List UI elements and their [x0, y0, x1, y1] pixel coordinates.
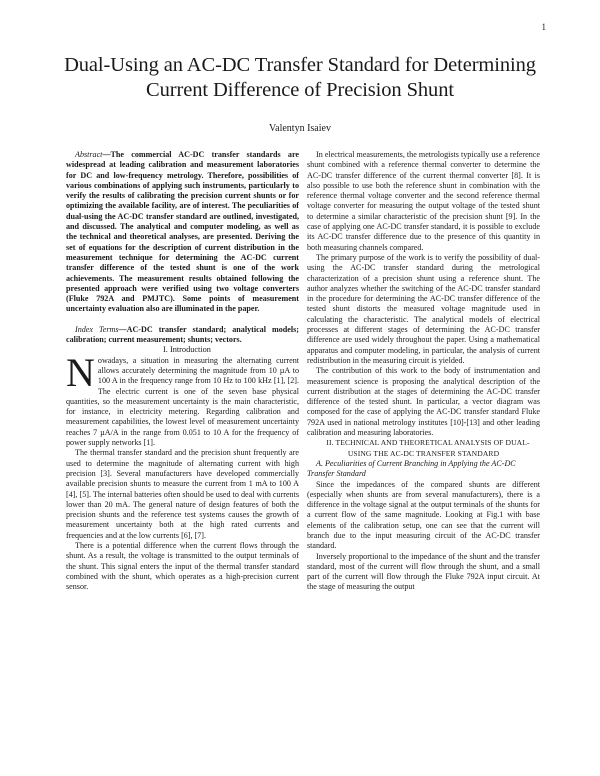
index-terms-lead: Index Terms	[75, 324, 119, 334]
intro-paragraph-3: There is a potential difference when the current flows through the shunt. As a result, the voltage is transmitted to the output terminals of the shunt. This signal enters the input of the thermal transfer standard combined with the shunt, which operates as a high-precision current sensor.	[66, 540, 299, 592]
analysis-paragraph-2: Inversely proportional to the impedance of the shunt and the transfer standard, most of the current will flow through the shunt, and a small part of the current will flow through the Fluke 792A input circuit. At the stage of measuring the output	[307, 551, 540, 592]
page-number: 1	[541, 22, 546, 32]
section-heading-analysis: II. TECHNICAL AND THEORETICAL ANALYSIS OF DUAL-USING THE AC-DC TRANSFER STANDARD	[326, 438, 530, 458]
paper-title: Dual-Using an AC-DC Transfer Standard for Determining Current Difference of Precision Shunt	[64, 54, 536, 101]
right-paragraph-1: In electrical measurements, the metrologists typically use a reference shunt combined with a reference thermal converter to determine the AC-DC transfer difference of the current thermal converter [8]. It is also possible to use both the reference shunt in combination with the reference thermal voltage converter and the second reference thermal voltage converter for measuring the output voltage of the tested shunt to determine a similar characteristic of the precision shunt [9]. In the case of applying one AC-DC transfer standard, it is possible to exclude its AC-DC transfer difference due to the presence of this quantity in both measuring channels compared.	[307, 150, 540, 252]
abstract	[66, 150, 299, 315]
left-column	[66, 150, 299, 592]
index-terms	[66, 325, 299, 346]
abstract-lead: Abstract	[75, 150, 103, 159]
intro-paragraph-1-text: owadays, a situation in measuring the alternating current allows accurately determining the magnitude from 10 µA to 100 A in the frequency range from 10 Hz to 100 kHz [1], [2]. The electric current is one of the seven base physical quantities, so the measurement uncertainty is the main characteristic, for instance, in electricity metering. Regarding calibration and measurement capabilities, the lowest level of measurement uncertainty reaches 7 µA/A in the range from 0.051 to 10 A for the frequency of power supply networks [1].	[66, 355, 299, 448]
right-column	[307, 150, 540, 593]
analysis-paragraph-1: Since the impedances of the compared shunts are different (especially when shunts are from several manufacturers), there is a difference in the voltage signal at the output terminals of the shunts for a current flow of the same magnitude. Looking at Fig.1 with base elements of the calibration setup, one can see that the current will branch due to the input measuring circuit of the AC-DC transfer standard.	[307, 479, 540, 551]
subsection-heading: A. Peculiarities of Current Branching in Applying the AC-DC Transfer Standard	[307, 458, 516, 479]
right-paragraph-2: The primary purpose of the work is to verify the possibility of dual-using the AC-DC transfer standard during the metrological characterization of a precision shunt using a reference shunt. The author analyzes whether the switching of the AC-DC transfer standard in the procedure for determining the AC-DC transfer difference of the tested shunt distorts the measured voltage magnitude used in calculating the characteristic. The analytical models of electrical processes at different stages of determining the AC-DC transfer difference are used widely throughout the paper. Using a mathematical apparatus and computer modeling, in particular, the analysis of current redistribution in the measuring circuit is yielded.	[307, 252, 540, 365]
abstract-text: —The commercial AC-DC transfer standards are widespread at leading calibration and measurement laboratories for DC and low-frequency metrology. Therefore, possibilities of various combinations of applying such instruments, particularly to verify the results of calibrating the precision current shunts or for optimizing the available facility, are of interest. The peculiarities of dual-using the AC-DC transfer standard are outlined, investigated, and discussed. The analytical and computer modeling, as well as the technical and theoretical analyses, are presented. Deriving the set of equations for the description of current distribution in the measurement technique for determining the AC-DC current transfer difference of the tested shunt is one of the work achievements. The measurement results obtained following the presented approach were verified using two voltage converters (Fluke 792A and PMJTC). Some points of measurement uncertainty evaluation also are illuminated in the paper.	[66, 150, 299, 314]
right-paragraph-3: The contribution of this work to the body of instrumentation and measurement science is proposing the analytical description of the current distribution at the stages of determining the AC-DC transfer difference of the tested shunt. In particular, a vector diagram was composed for the case of applying the AC-DC transfer standard Fluke 792A used in national metrology institutes [10]-[13] and other leading calibration and measuring laboratories.	[307, 366, 540, 438]
index-terms-text: —AC-DC transfer standard; analytical models; calibration; current measurement; shunts; vectors.	[66, 324, 299, 345]
intro-paragraph-2: The thermal transfer standard and the precision shunt frequently are used to determine the magnitude of alternating current with high precision [3]. Several manufacturers have developed commercially available precision shunts to measure the current from 1 mA to 100 A [4], [5]. The internal batteries often should be used to deal with currents lower than 20 mA. The general nature of design features of both the precision shunts and the reference test systems causes the growth of measurement uncertainty both at the high rated currents and frequencies and at the low currents [6], [7].	[66, 448, 299, 540]
section-heading-introduction: I. Introduction	[163, 345, 211, 355]
author-name: Valentyn Isaiev	[269, 123, 331, 134]
dropcap: N	[66, 349, 95, 395]
